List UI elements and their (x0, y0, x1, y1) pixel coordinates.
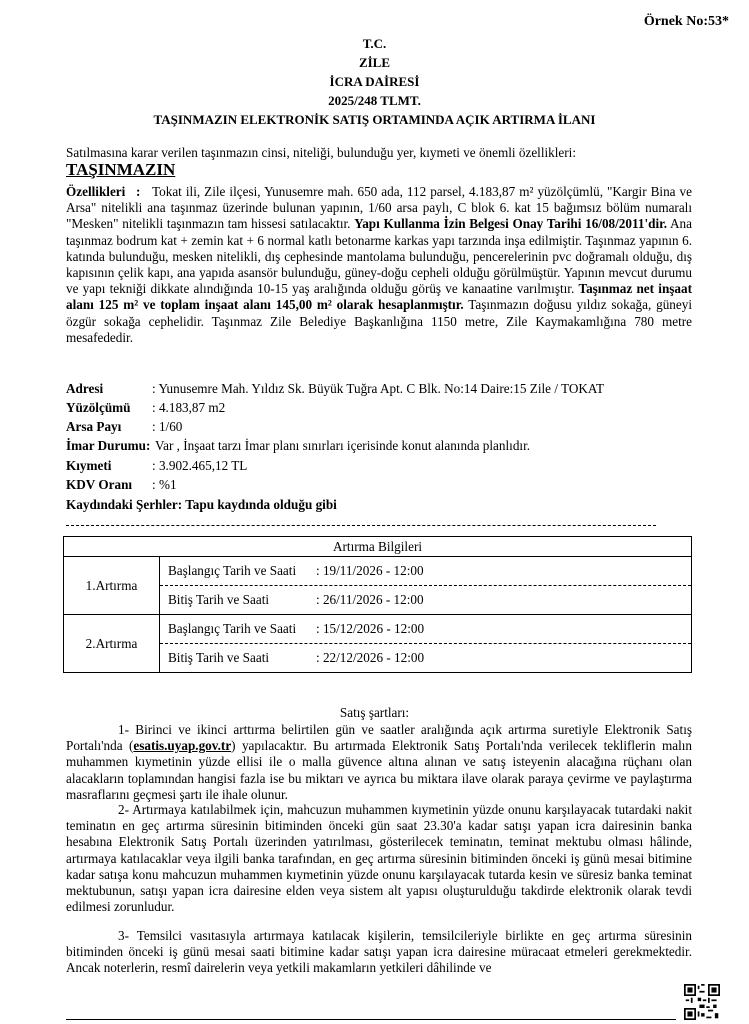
page-title: TAŞINMAZIN ELEKTRONİK SATIŞ ORTAMINDA AÇIK ARTIRMA İLANI (153, 112, 596, 127)
features-label: Özellikleri (66, 184, 126, 199)
features-paragraph (66, 184, 692, 346)
round-1-end: Bitiş Tarih ve Saati : 26/11/2026 - 12:00 (160, 585, 691, 614)
features-bold-1: Yapı Kullanma İzin Belgesi Onay Tarihi 16/08/2011'dir. (354, 216, 668, 232)
auction-round-1: 1.Artırma (64, 557, 160, 615)
features-text-1: Tokat ili, Zile ilçesi, Yunusemre mah. 650 ada, 112 parsel, 4.183,87 m² yüzölçümlü, "Kargir Bina ve Arsa" nitelikli ana taşınmaz üzerinde bulunan yapının, 1/60 arsa paylı, C blok 6. kat 15 bağımsız bölüm numaralı "Mesken" nitelikli taşınmazın tam hissesi satılacaktır. (66, 184, 692, 232)
detail-land-share: Arsa Payı : 1/60 (66, 419, 183, 434)
portal-link[interactable]: esatis.uyap.gov.tr (133, 738, 232, 754)
intro-text: Satılmasına karar verilen taşınmazın cinsi, niteliği, bulunduğu yer, kıymeti ve önemli özellikleri: (66, 145, 576, 160)
detail-value: Kıymeti : 3.902.465,12 TL (66, 458, 248, 473)
qr-code-icon (684, 984, 720, 1020)
auction-round-2: 2.Artırma (64, 615, 160, 673)
auction-table (63, 536, 692, 673)
features-text-2: Ana taşınmaz bodrum kat + zemin kat + 6 normal katlı betonarme karkas yapı tarzında inşa edilmiştir. Taşınmaz yapının 6. katında bulunduğu, mesken nitelikli, dış cephesinde mantolama bulunduğu, pencerelerinin pvc doğramalı olduğu, dış kapısının çelik kapı, ana yapıda asansör bulunduğu, güney-doğu cepheli olduğu görülmüştür. Yapının mevcut durumu ve yapı tekniği dikkate alındığında 10-15 yaş aralığında olduğu görüş ve kanaatine varılmıştır. (66, 216, 692, 297)
header-file-number: 2025/248 TLMT. (328, 93, 421, 108)
detail-address: Adresi : Yunusemre Mah. Yıldız Sk. Büyük Tuğra Apt. C Blk. No:14 Daire:15 Zile / TOKAT (66, 381, 605, 396)
features-text-3: Taşınmazın doğusu yıldız sokağa, güneyi özgür sokağa cephelidir. Taşınmaz Zile Belediye Başkanlığına 1150 metre, Zile Kaymakamlığına 780 metre mesafededir. (66, 297, 692, 345)
round-2-start: Başlangıç Tarih ve Saati : 15/12/2026 - 12:00 (168, 621, 425, 636)
header-country: T.C. (362, 36, 387, 51)
section-title: TAŞINMAZIN (66, 160, 176, 179)
footer-rule (66, 1019, 676, 1020)
features-bold-2: Taşınmaz net inşaat alanı 125 m² ve toplam inşaat alanı 145,00 m² olarak hesaplanmıştır. (66, 281, 692, 313)
detail-area: Yüzölçümü : 4.183,87 m2 (66, 400, 226, 415)
terms-paragraph-2: 2- Artırmaya katılabilmek için, mahcuzun muhammen kıymetinin yüzde onunu karşılayacak tutardaki nakit teminatın en geç artırma süresinin bitiminden önceki gün saat 23.30'a kadar satışı yapan icra dairesinin banka hesabına Elektronik Satış Portalı üzerinden yatırılması, gösterilecek teminatın, teminat mektubu olması hâlinde, artırmaya katılacaklar veya ilgili banka tarafından, en geç artırma süresinin bitiminden önceki iş günü mesai bitimine kadar satışa konu mahcuzun muhammen kıymetinin yüzde onunu karşılayacak tutarda kesin ve süresiz banka teminat mektubunun, satışı yapan icra dairesine elden veya sistem alt yapısı oluşturulduğu takdirde elektronik olarak tevdi edilmesi zorunludur. (66, 802, 692, 915)
terms-paragraph-3: 3- Temsilci vasıtasıyla artırmaya katılacak kişilerin, temsilcileriyle birlikte en geç artırma süresinin bitiminden önceki iş günü mesai saati bitimine kadar satışı yapan icra dairesine müracaat etmeleri gerekmektedir. Ancak noterlerin, resmî dairelerin veya yetkili makamların yetkileri dâhilinde ve (66, 928, 692, 976)
header-district: ZİLE (358, 55, 391, 70)
detail-zoning: İmar Durumu: Var , İnşaat tarzı İmar planı sınırları içerisinde konut alanında planlıdır. (66, 438, 531, 453)
features-colon: : (136, 184, 141, 199)
form-number: Örnek No:53* (643, 14, 729, 29)
round-2-end: Bitiş Tarih ve Saati : 22/12/2026 - 12:00 (160, 643, 691, 672)
terms-title: Satış şartları: (339, 705, 410, 720)
encumbrance: Kaydındaki Şerhler: Tapu kaydında olduğu gibi (66, 497, 337, 512)
round-1-start: Başlangıç Tarih ve Saati : 19/11/2026 - 12:00 (168, 563, 424, 578)
auction-table-title: Artırma Bilgileri (64, 537, 692, 557)
detail-vat: KDV Oranı : %1 (66, 477, 177, 492)
terms-paragraph-1: 1- Birinci ve ikinci arttırma belirtilen gün ve saatler aralığında açık artırma suretiyle Elektronik Satış Portalı'nda (esatis.uyap.gov.tr) yapılacaktır. Bu artırmada Elektronik Satış Portalı'nda verilecek tekliflerin malın muhammen kıymetinin yüzde ellisi ile o malla güvence altına alınan ve satış isteyenin alacağına rüçhanı olan alacakların toplamından hangisi fazla ise bu miktarı ve ayrıca bu miktara ilave olarak paraya çevirme ve paylaştırma masraflarını geçmesi şartı ile ihale olunur. (66, 722, 692, 802)
header-office: İCRA DAİRESİ (329, 74, 420, 89)
divider (66, 525, 656, 526)
